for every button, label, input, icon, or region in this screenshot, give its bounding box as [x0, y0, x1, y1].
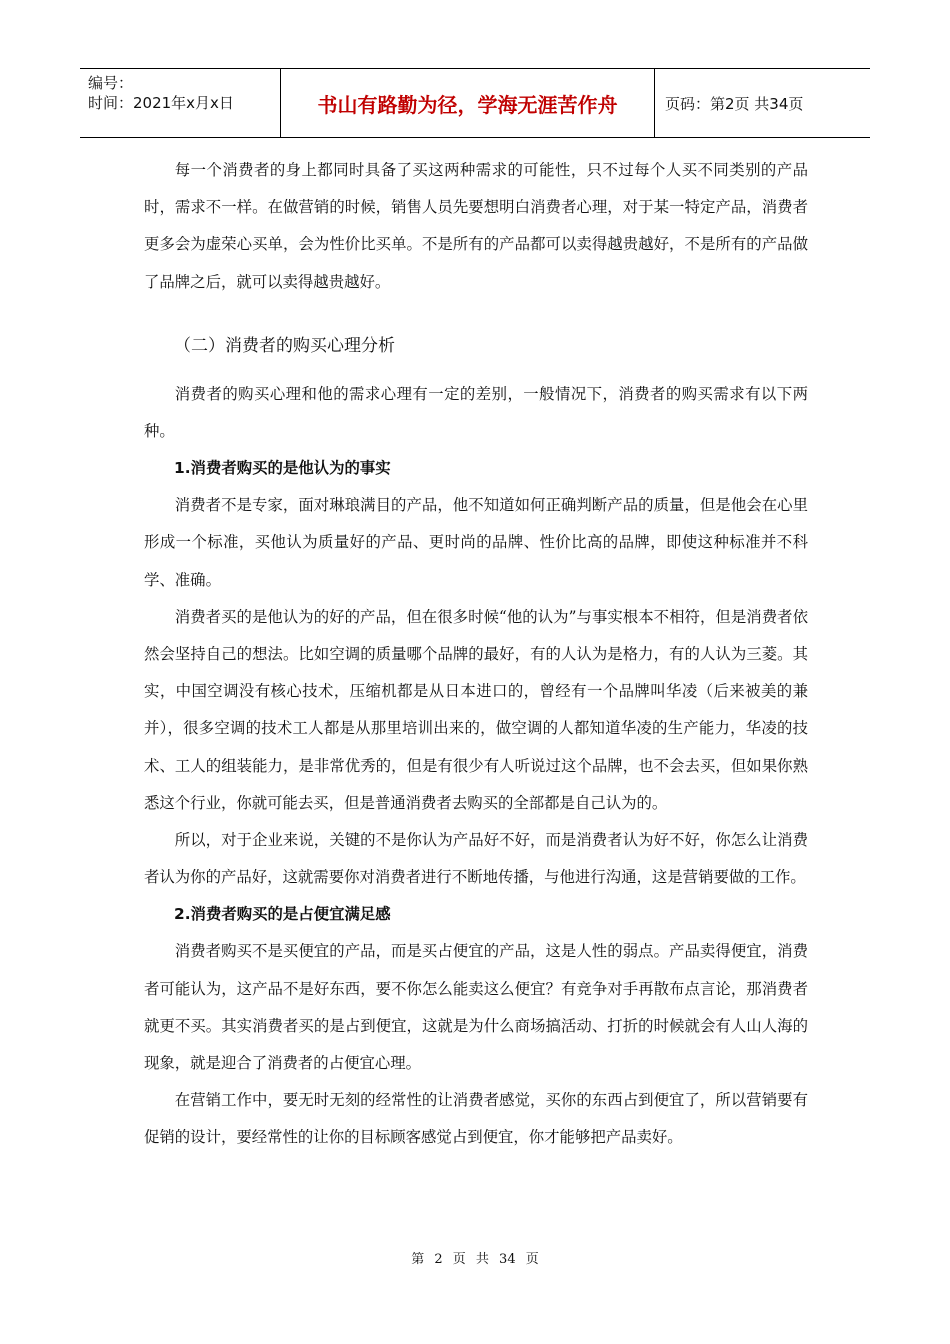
paragraph-intro: 每一个消费者的身上都同时具备了买这两种需求的可能性，只不过每个人买不同类别的产品时，需求不一样。在做营销的时候，销售人员先要想明白消费者心理，对于某一特定产品，消费者更多会为虚荣心买单，会为性价比买单。不是所有的产品都可以卖得越贵越好，不是所有的产品做了品牌之后，就可以卖得越贵越好。: [144, 161, 808, 291]
page-footer: 第 2 页 共 34 页: [411, 1252, 539, 1267]
header-page-info: 页码：第2页 共34页: [665, 94, 804, 113]
section-title: （二）消费者的购买心理分析: [174, 335, 395, 356]
paragraph: 消费者购买不是买便宜的产品，而是买占便宜的产品，这是人性的弱点。产品卖得便宜，消费者可能认为，这产品不是好东西，要不你怎么能卖这么便宜？有竞争对手再散布点言论，那消费者就更不买。其实消费者买的是占到便宜，这就是为什么商场搞活动、打折的时候就会有人山人海的现象，就是迎合了消费者的占便宜心理。: [144, 942, 808, 1073]
header-motto: 书山有路勤为径，学海无涯苦作舟: [280, 69, 655, 137]
paragraph: 所以，对于企业来说，关键的不是你认为产品好不好，而是消费者认为好不好，你怎么让消费者认为你的产品好，这就需要你对消费者进行不断地传播，与他进行沟通，这是营销要做的工作。: [144, 831, 808, 887]
page-header: [80, 68, 870, 138]
header-meta: [80, 69, 280, 137]
paragraph: 消费者不是专家，面对琳琅满目的产品，他不知道如何正确判断产品的质量，但是他会在心里形成一个标准，买他认为质量好的产品、更时尚的品牌、性价比高的品牌，即使这种标准并不科学、准确。: [144, 496, 808, 589]
paragraph: 消费者买的是他认为的好的产品，但在很多时候“他的认为”与事实根本不相符，但是消费者依然会坚持自己的想法。比如空调的质量哪个品牌的最好，有的人认为是格力，有的人认为三菱。其实，中国空调没有核心技术，压缩机都是从日本进口的，曾经有一个品牌叫华凌（后来被美的兼并），很多空调的技术工人都是从那里培训出来的，做空调的人都知道华凌的生产能力，华凌的技术、工人的组装能力，是非常优秀的，但是有很少有人听说过这个品牌，也不会去买，但如果你熟悉这个行业，你就可能去买，但是普通消费者去购买的全部都是自己认为的。: [144, 607, 808, 812]
paragraph-section-intro: 消费者的购买心理和他的需求心理有一定的差别，一般情况下，消费者的购买需求有以下两种。: [144, 384, 808, 441]
document-time-label: 时间：2021年x月x日: [88, 94, 234, 112]
paragraph: 在营销工作中，要无时无刻的经常性的让消费者感觉，买你的东西占到便宜了，所以营销要有促销的设计，要经常性的让你的目标顾客感觉占到便宜，你才能够把产品卖好。: [144, 1091, 808, 1147]
subsection-title-1: 1.消费者购买的是他认为的事实: [174, 459, 391, 478]
subsection-title-2: 2.消费者购买的是占便宜满足感: [174, 905, 391, 924]
document-body: [144, 152, 808, 1157]
document-number-label: 编号：: [88, 74, 134, 92]
